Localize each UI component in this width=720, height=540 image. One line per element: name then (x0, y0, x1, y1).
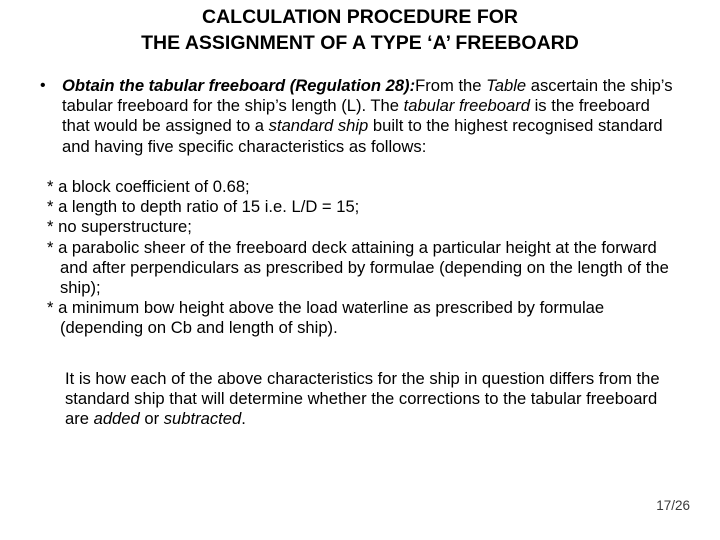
list-item-text (47, 298, 684, 338)
bullet-italic-tabular-freeboard: tabular freeboard (403, 96, 530, 116)
bullet-text-part-1: From the (415, 76, 487, 95)
bullet-text-part-2: ascertain the ship’s tabular freeboard for the ship’s length (L). The (62, 76, 673, 116)
bullet-italic-standard-ship: standard ship (268, 116, 369, 136)
closing-text-part-2: or (139, 409, 164, 429)
list-item-text (47, 237, 684, 299)
list-item (37, 217, 684, 237)
list-item-body: a parabolic sheer of the freeboard deck attaining a particular height at the forward and after perpendiculars as prescribed by formulae (depending on the length of the ship); (58, 237, 669, 298)
closing-text-part-3: . (241, 409, 246, 429)
list-item (37, 197, 684, 217)
asterisk-marker-icon: * (47, 298, 54, 318)
title-line-1: CALCULATION PROCEDURE FOR (202, 6, 518, 28)
list-item-body: a length to depth ratio of 15 i.e. L/D = 15; (58, 197, 360, 217)
slide-body (0, 76, 720, 429)
list-item-text (47, 217, 684, 237)
asterisk-marker-icon: * (47, 237, 54, 257)
asterisk-marker-icon: * (47, 177, 54, 196)
closing-text-part-1: It is how each of the above characteristics for the ship in question differs from the standard ship that will determine whether the corrections to the tabular freeboard are (65, 368, 660, 429)
closing-italic-added: added (93, 409, 140, 429)
list-item (37, 298, 684, 338)
list-item-body: no superstructure; (58, 217, 192, 237)
closing-italic-subtracted: subtracted (163, 409, 242, 429)
bullet-paragraph-text (62, 76, 678, 157)
asterisk-marker-icon: * (47, 217, 54, 237)
body-spacer-1 (0, 157, 720, 177)
page-number: 17/26 (656, 498, 690, 513)
bullet-text-part-4: built to the highest recognised standard and having five specific characteristics as follows: (62, 116, 663, 156)
body-spacer-3 (0, 359, 720, 369)
list-item (37, 177, 684, 197)
title-line-2: THE ASSIGNMENT OF A TYPE ‘A’ FREEBOARD (141, 32, 579, 54)
bullet-italic-table: Table (486, 76, 527, 95)
list-item-body: a block coefficient of 0.68; (58, 177, 250, 196)
asterisk-marker-icon: * (47, 197, 54, 217)
bullet-marker-icon: • (40, 77, 46, 94)
list-item-text (47, 177, 684, 197)
list-item (37, 238, 684, 299)
closing-paragraph (65, 369, 670, 430)
list-item-text (47, 197, 684, 217)
bullet-text-part-3: is the freeboard that would be assigned to a (62, 96, 650, 136)
bullet-paragraph (40, 76, 678, 157)
bullet-lead-phrase: Obtain the tabular freeboard (Regulation 28): (62, 76, 416, 95)
list-item-body: a minimum bow height above the load waterline as prescribed by formulae (depending on Cb and length of ship). (58, 298, 605, 338)
characteristics-list (0, 177, 720, 339)
body-spacer-2 (0, 339, 720, 359)
slide-title (0, 4, 720, 56)
